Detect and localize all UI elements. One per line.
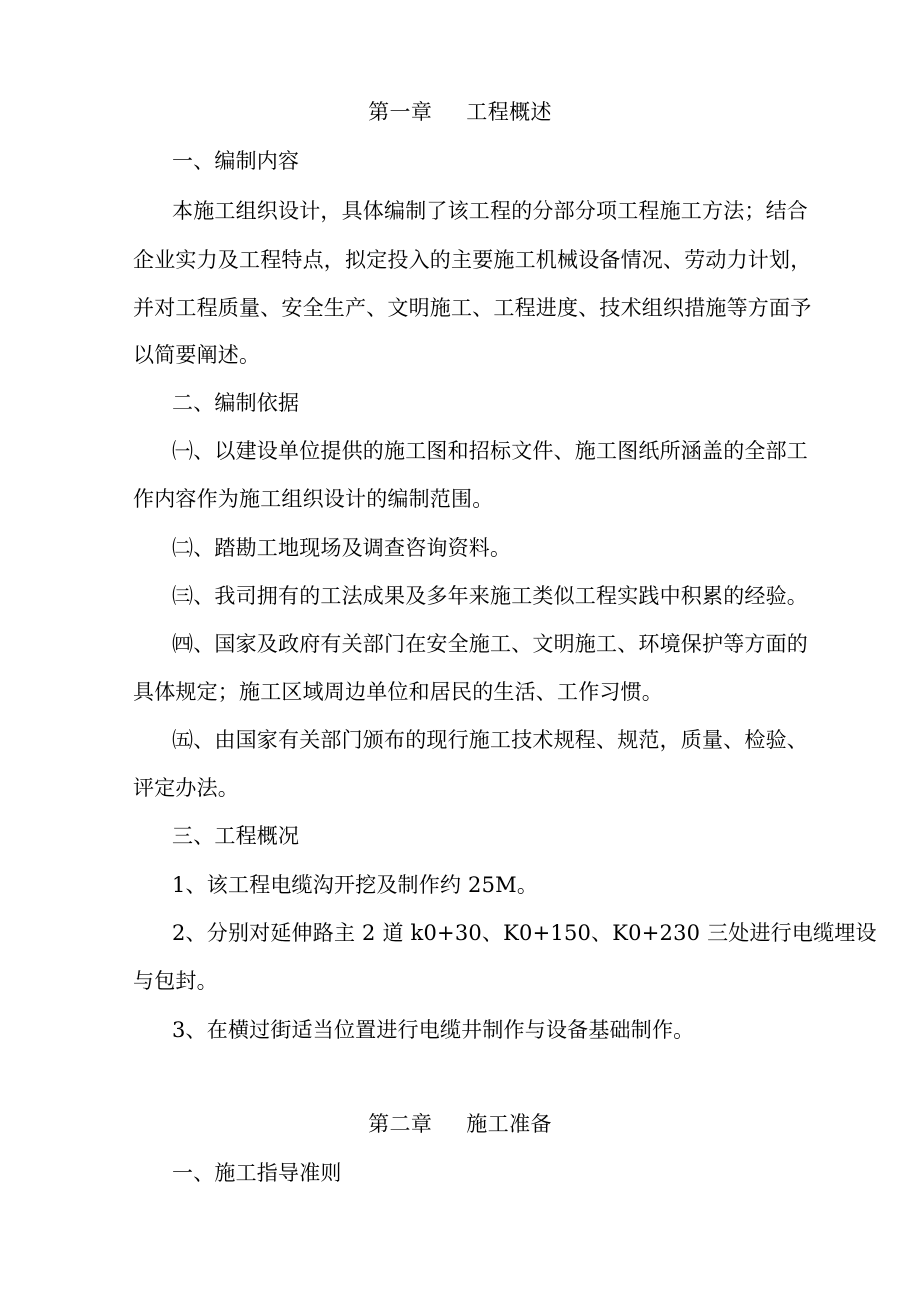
section-3-heading: 三、工程概况	[172, 824, 300, 848]
paragraph-line: 评定办法。	[133, 776, 239, 800]
paragraph-line: 1、该工程电缆沟开挖及制作约 25M。	[172, 873, 539, 897]
chapter-1-number: 第一章	[368, 100, 433, 124]
paragraph-line: ㈠、以建设单位提供的施工图和招标文件、施工图纸所涵盖的全部工	[172, 439, 808, 463]
paragraph-line: ㈤、由国家有关部门颁布的现行施工技术规程、规范，质量、检验、	[172, 728, 808, 752]
chapter-2-title	[0, 1111, 920, 1137]
paragraph-line: 2、分别对延伸路主 2 道 k0+30、K0+150、K0+230 三处进行电缆埋设	[172, 921, 877, 945]
paragraph-line: ㈡、踏勘工地现场及调查咨询资料。	[172, 536, 512, 560]
section-2-heading: 二、编制依据	[172, 391, 300, 415]
chapter-2-name: 施工准备	[466, 1112, 552, 1136]
section-1-heading: 一、编制内容	[172, 149, 300, 173]
paragraph-line: 以简要阐述。	[133, 343, 261, 367]
chapter-1-title	[0, 99, 920, 125]
chapter-2-section-1-heading: 一、施工指导准则	[172, 1161, 342, 1185]
paragraph-line: 具体规定；施工区域周边单位和居民的生活、工作习惯。	[133, 680, 663, 704]
chapter-2-number: 第二章	[368, 1112, 433, 1136]
paragraph-line: 并对工程质量、安全生产、文明施工、工程进度、技术组织措施等方面予	[133, 296, 812, 320]
paragraph-line: ㈣、国家及政府有关部门在安全施工、文明施工、环境保护等方面的	[172, 632, 808, 656]
paragraph-line: 3、在横过街适当位置进行电缆井制作与设备基础制作。	[172, 1018, 695, 1042]
paragraph-line: ㈢、我司拥有的工法成果及多年来施工类似工程实践中积累的经验。	[172, 584, 808, 608]
paragraph-line: 本施工组织设计，具体编制了该工程的分部分项工程施工方法；结合	[172, 199, 808, 223]
paragraph-line: 作内容作为施工组织设计的编制范围。	[133, 487, 494, 511]
chapter-1-name: 工程概述	[466, 100, 552, 124]
paragraph-line: 企业实力及工程特点，拟定投入的主要施工机械设备情况、劳动力计划，	[133, 248, 812, 272]
paragraph-line: 与包封。	[133, 969, 218, 993]
